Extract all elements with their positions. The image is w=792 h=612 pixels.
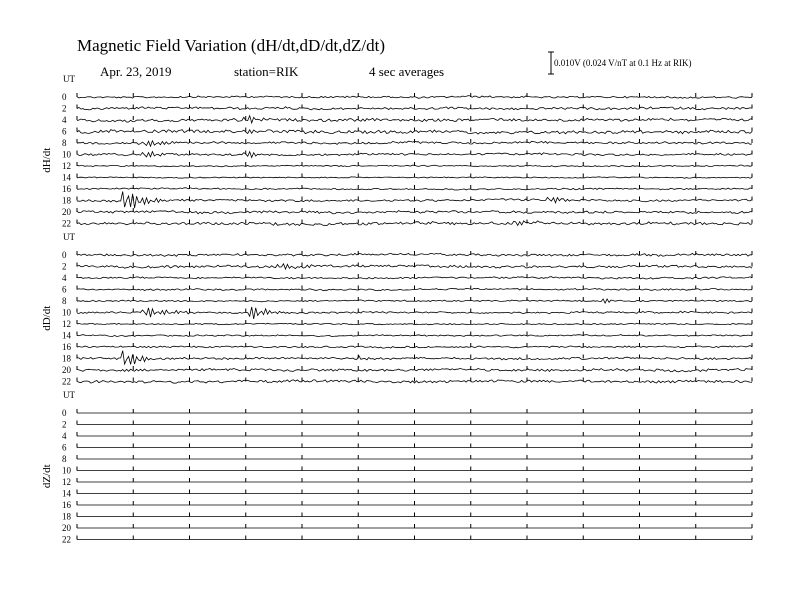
time-axis-label: UT — [63, 74, 75, 84]
hour-label: 4 — [62, 431, 67, 441]
scale-note: 0.010V (0.024 V/nT at 0.1 Hz at RIK) — [554, 58, 692, 68]
hour-label: 2 — [62, 419, 67, 430]
hour-label: 14 — [62, 330, 71, 341]
hour-label: 16 — [62, 342, 71, 352]
hour-label: 6 — [62, 442, 67, 453]
panel-ylabel: dD/dt — [41, 305, 53, 331]
hour-label: 4 — [62, 115, 67, 125]
time-axis-label: UT — [63, 390, 75, 400]
hour-label: 6 — [62, 126, 67, 137]
hour-label: 8 — [62, 138, 67, 148]
hour-label: 8 — [62, 296, 67, 306]
hour-label: 18 — [62, 353, 71, 364]
hour-label: 12 — [62, 319, 71, 329]
hour-label: 2 — [62, 103, 67, 114]
hour-label: 16 — [62, 184, 71, 194]
hour-label: 8 — [62, 454, 67, 464]
scale-bar — [548, 52, 554, 74]
hour-label: 22 — [62, 534, 71, 545]
hour-label: 12 — [62, 161, 71, 171]
hour-label: 22 — [62, 376, 71, 387]
hour-label: 10 — [62, 465, 71, 476]
hour-label: 18 — [62, 511, 71, 522]
hour-label: 10 — [62, 149, 71, 160]
hour-label: 4 — [62, 273, 67, 283]
hour-label: 20 — [62, 365, 71, 375]
hour-label: 10 — [62, 307, 71, 318]
time-axis-label: UT — [63, 232, 75, 242]
date-label: Apr. 23, 2019 — [100, 64, 172, 79]
hour-label: 14 — [62, 488, 71, 499]
station-label: station=RIK — [234, 64, 299, 79]
panel-ylabel: dH/dt — [41, 147, 53, 173]
panel-dD-dt — [41, 232, 752, 387]
hour-label: 6 — [62, 284, 67, 295]
panel-dH-dt — [41, 74, 752, 229]
hour-label: 0 — [62, 92, 67, 102]
hour-label: 22 — [62, 218, 71, 229]
trace-line — [77, 177, 752, 179]
hour-label: 0 — [62, 408, 67, 418]
hour-label: 12 — [62, 477, 71, 487]
trace-line — [77, 141, 752, 146]
panel-dZ-dt — [41, 390, 752, 545]
chart-title: Magnetic Field Variation (dH/dt,dD/dt,dZ/dt) — [77, 36, 386, 55]
hour-label: 20 — [62, 207, 71, 217]
hour-label: 18 — [62, 195, 71, 206]
panel-ylabel: dZ/dt — [41, 464, 53, 489]
averaging-label: 4 sec averages — [369, 64, 445, 79]
hour-label: 2 — [62, 261, 67, 272]
hour-label: 20 — [62, 523, 71, 533]
hour-label: 14 — [62, 172, 71, 183]
hour-label: 0 — [62, 250, 67, 260]
hour-label: 16 — [62, 500, 71, 510]
